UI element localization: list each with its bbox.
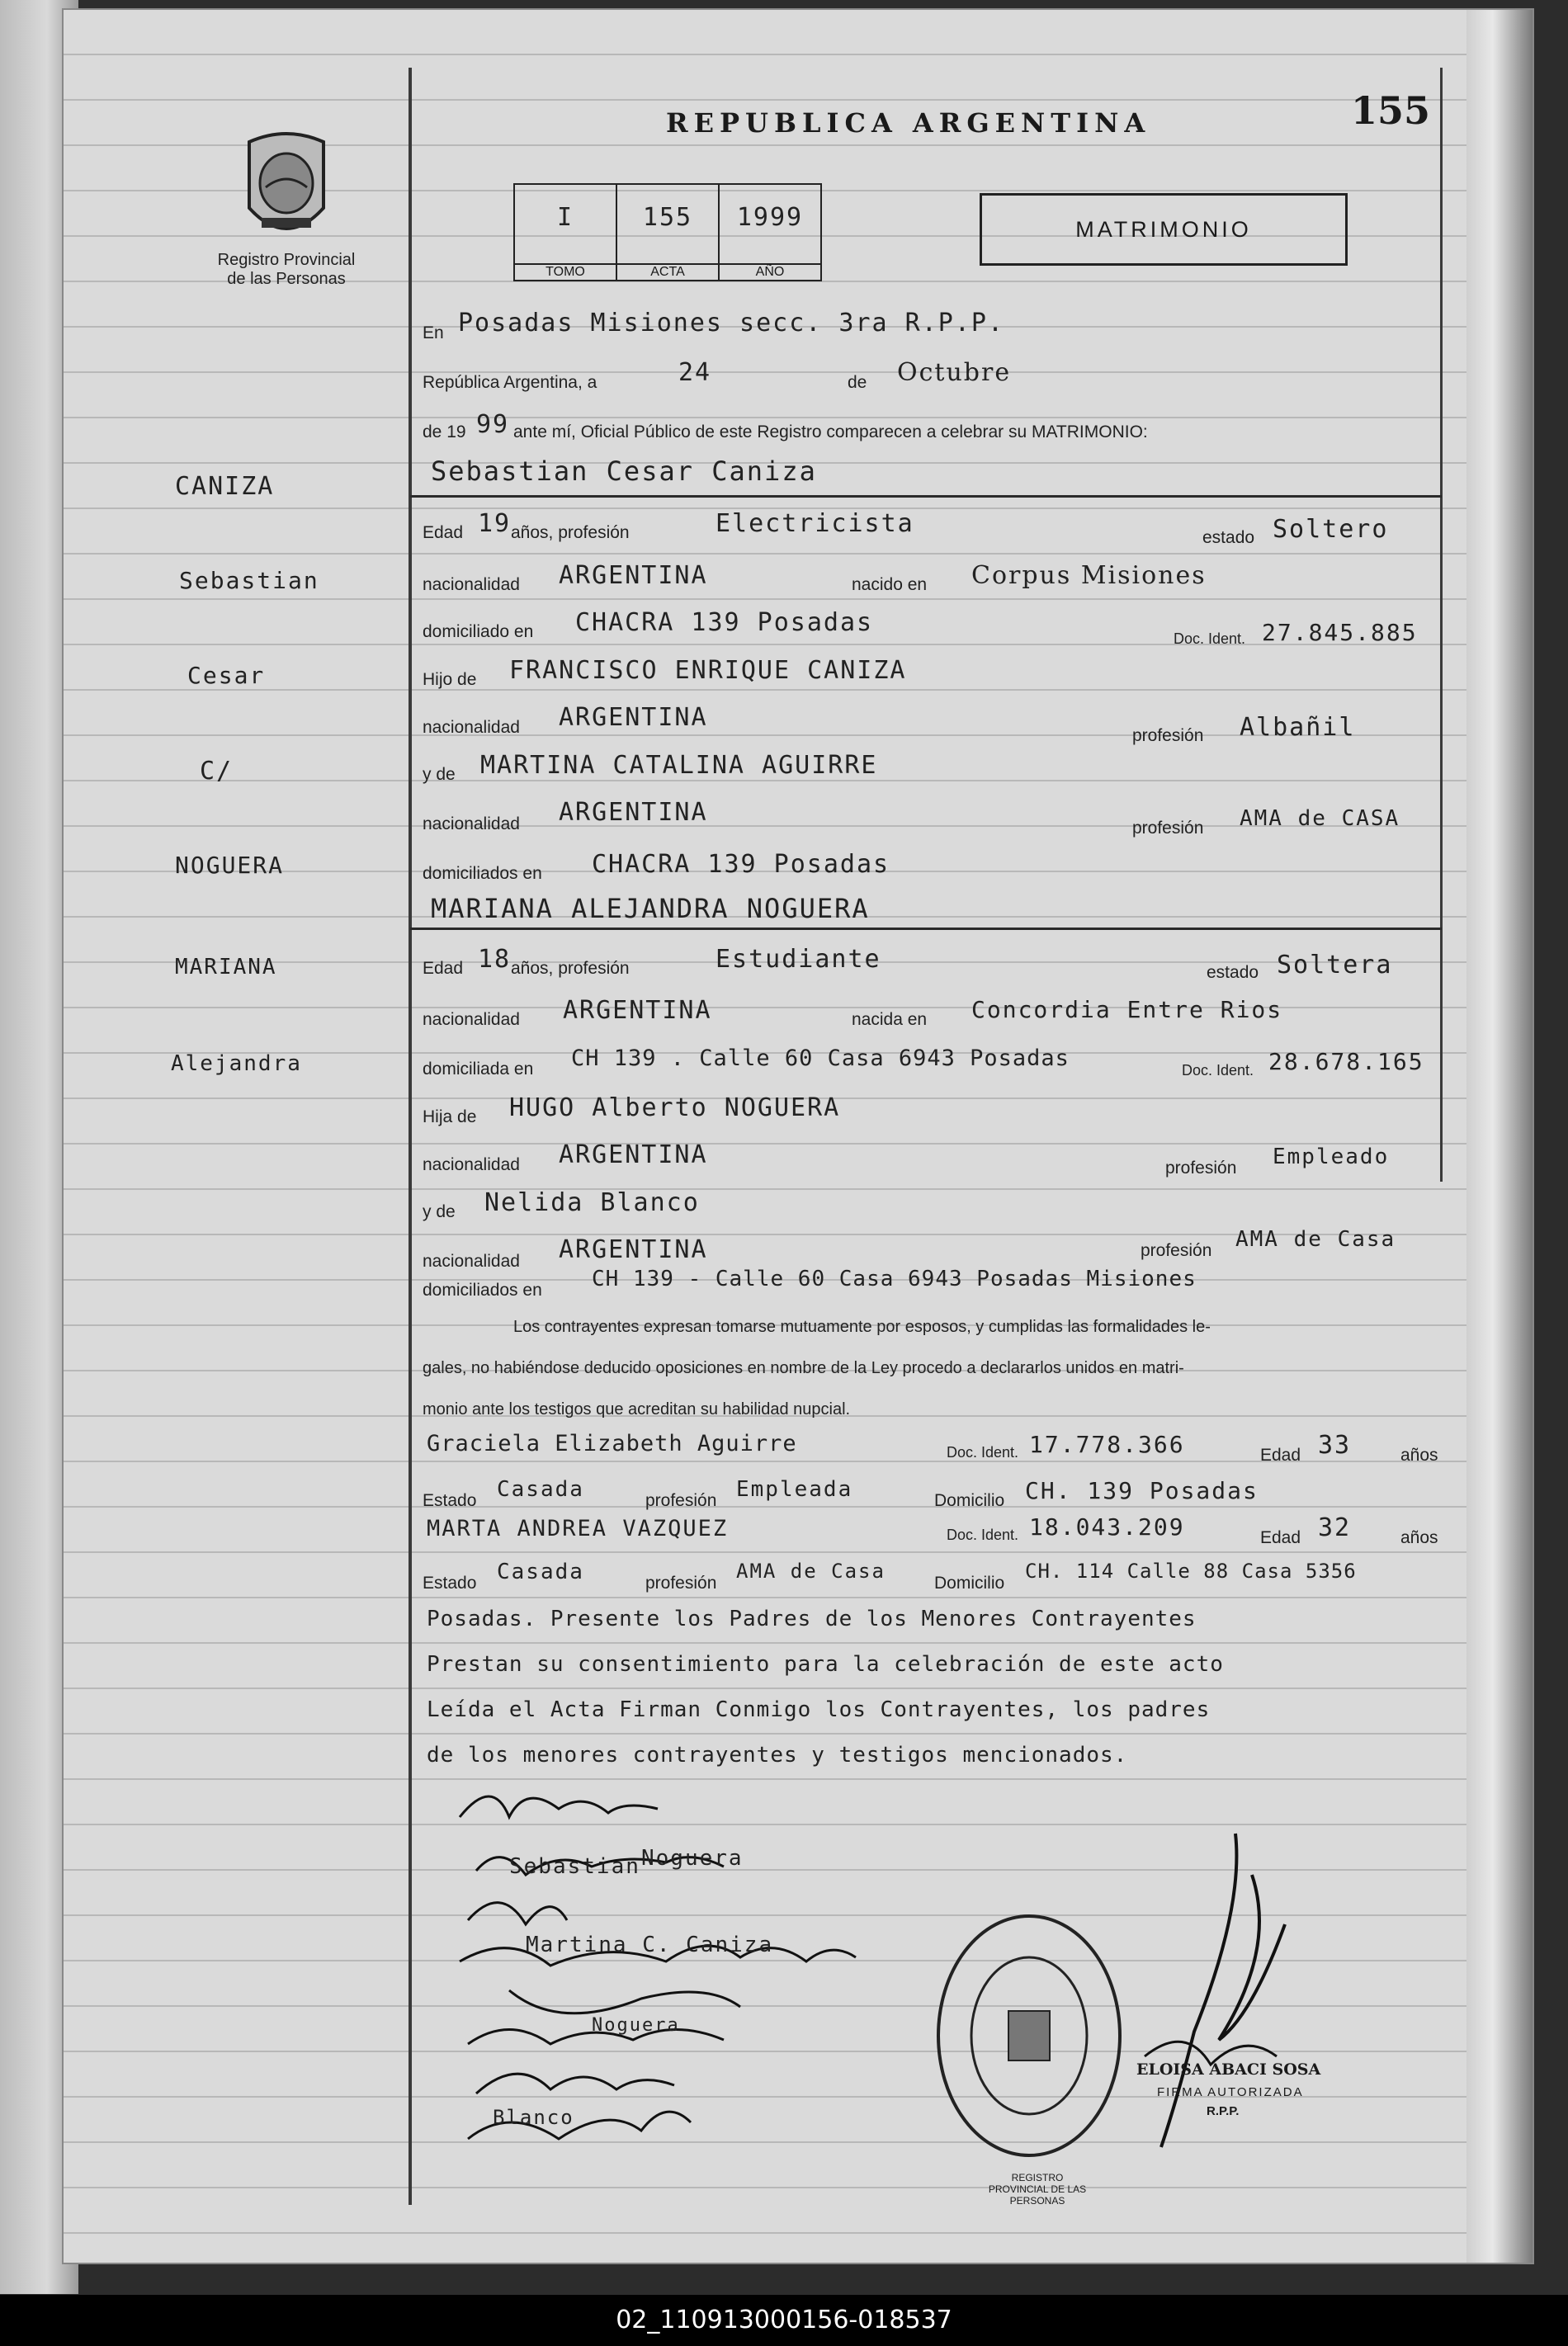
bride-mother-nat-label: nacionalidad [423, 1252, 520, 1271]
coat-of-arms-icon [233, 125, 340, 249]
remarks-line-1: Posadas. Presente los Padres de los Menores Contrayentes [427, 1607, 1197, 1631]
witness1-doc: 17.778.366 [1029, 1431, 1185, 1458]
groom-born-in: Corpus Misiones [971, 561, 1207, 590]
groom-domic-label: domiciliado en [423, 622, 534, 641]
page-number: 155 [1351, 88, 1431, 133]
bride-mother-prof-label: profesión [1141, 1241, 1212, 1260]
ano-value: 1999 [736, 203, 804, 232]
groom-mother: MARTINA CATALINA AGUIRRE [480, 751, 878, 780]
groom-father-nat-label: nacionalidad [423, 718, 520, 737]
witness2-doc: 18.043.209 [1029, 1513, 1185, 1541]
acta-value: 155 [642, 203, 693, 232]
remarks-line-4: de los menores contrayentes y testigos mencionados. [427, 1743, 1128, 1768]
bride-prof-label: años, profesión [511, 959, 630, 978]
bride-parents-address: CH 139 - Calle 60 Casa 6943 Posadas Misiones [592, 1267, 1197, 1291]
doc-type-box: MATRIMONIO [980, 193, 1348, 266]
witness1-prof-label: profesión [645, 1491, 717, 1510]
groom-profession: Electricista [716, 509, 914, 538]
groom-mother-prof-label: profesión [1132, 819, 1204, 838]
groom-edad-label: Edad [423, 523, 464, 542]
bride-doc-label: Doc. Ident. [1182, 1062, 1254, 1079]
bride-father: HUGO Alberto NOGUERA [509, 1093, 841, 1122]
witness2-name: MARTA ANDREA VAZQUEZ [427, 1516, 729, 1541]
bride-edad-label: Edad [423, 959, 464, 978]
bride-father-prof-label: profesión [1165, 1159, 1237, 1178]
declaration-line-3: monio ante los testigos que acreditan su habilidad nupcial. [423, 1400, 851, 1418]
de-label: de [848, 373, 867, 392]
bride-age: 18 [478, 945, 512, 974]
bride-estado: Soltera [1277, 951, 1393, 979]
margin-note: MARIANA [175, 955, 277, 979]
signatures-block [394, 1768, 955, 2164]
witness1-estado-label: Estado [423, 1491, 477, 1510]
margin-note: CANIZA [175, 472, 275, 501]
tomo-label: TOMO [515, 263, 616, 280]
groom-father: FRANCISCO ENRIQUE CANIZA [509, 656, 907, 685]
country-title: REPUBLICA ARGENTINA [666, 107, 1151, 139]
witness2-domicilio-label: Domicilio [934, 1574, 1005, 1593]
groom-father-prof-label: profesión [1132, 726, 1204, 745]
declaration-line-2: gales, no habiéndose deducido oposiciones en nombre de la Ley procedo a declararlos unidos en matri- [423, 1359, 1184, 1377]
margin-note: Cesar [187, 662, 266, 689]
acta-cell [617, 185, 720, 280]
groom-father-nat: ARGENTINA [559, 703, 708, 732]
groom-nac-label: nacionalidad [423, 575, 520, 594]
registry-name [183, 251, 390, 289]
witness1-name: Graciela Elizabeth Aguirre [427, 1431, 797, 1456]
remarks-line-3: Leída el Acta Firman Conmigo los Contrayentes, los padres [427, 1697, 1211, 1722]
stamp-ring-text: REGISTRO PROVINCIAL DE LAS PERSONAS [988, 2172, 1087, 2207]
ante-text: ante mí, Oficial Público de este Registro comparecen a celebrar su MATRIMONIO: [513, 422, 1148, 441]
groom-parents-domic-label: domiciliados en [423, 864, 542, 883]
groom-name: Sebastian Cesar Caniza [431, 456, 817, 487]
witness2-edad-label: Edad [1260, 1528, 1301, 1547]
remarks-line-2: Prestan su consentimiento para la celebración de este acto [427, 1652, 1224, 1677]
signature-text-1: Sebastian [509, 1854, 640, 1879]
groom-nationality: ARGENTINA [559, 561, 708, 590]
witness2-estado-label: Estado [423, 1574, 477, 1593]
bride-rule [410, 928, 1442, 930]
bride-estado-label: estado [1207, 963, 1259, 982]
witness1-estado: Casada [497, 1477, 584, 1502]
bride-name: MARIANA ALEJANDRA NOGUERA [431, 893, 870, 924]
register-page [62, 8, 1534, 2264]
groom-rule [410, 495, 1442, 498]
witness1-address: CH. 139 Posadas [1025, 1477, 1259, 1504]
margin-note: C/ [200, 757, 234, 786]
margin-note: Sebastian [179, 567, 319, 594]
registry-stamp-icon [930, 1908, 1128, 2164]
ano-label: AÑO [720, 263, 820, 280]
bride-born-in: Concordia Entre Rios [971, 996, 1283, 1023]
year-suffix: 99 [476, 410, 510, 439]
groom-estado-label: estado [1202, 528, 1255, 547]
image-caption: 02_110913000156-018537 [0, 2295, 1568, 2346]
witness2-estado: Casada [497, 1560, 584, 1584]
bride-nac-label: nacionalidad [423, 1010, 520, 1029]
bride-mother-prof: AMA de Casa [1235, 1227, 1396, 1252]
witness2-age: 32 [1318, 1513, 1352, 1542]
witness1-profession: Empleada [736, 1477, 853, 1502]
bride-mother: Nelida Blanco [484, 1188, 700, 1217]
witness2-prof-label: profesión [645, 1574, 717, 1593]
bride-nationality: ARGENTINA [563, 996, 712, 1025]
official-signature-icon [1112, 1825, 1326, 2172]
witness1-domicilio-label: Domicilio [934, 1491, 1005, 1510]
signature-text-4: Noguera [592, 2015, 680, 2036]
witness1-anos-label: años [1400, 1446, 1438, 1465]
witness1-age: 33 [1318, 1431, 1352, 1460]
witness1-doc-label: Doc. Ident. [947, 1444, 1019, 1461]
tomo-cell [515, 185, 617, 280]
witness1-edad-label: Edad [1260, 1446, 1301, 1465]
signature-text-5: Blanco [493, 2106, 574, 2129]
record-id-box [513, 183, 822, 281]
ano-cell [720, 185, 820, 280]
official-office: R.P.P. [1207, 2104, 1240, 2118]
groom-address: CHACRA 139 Posadas [575, 608, 874, 637]
groom-age: 19 [478, 509, 512, 538]
official-role: FIRMA AUTORIZADA [1157, 2085, 1304, 2099]
signature-text-3: Martina C. Caniza [526, 1933, 774, 1957]
bride-father-prof: Empleado [1273, 1145, 1390, 1169]
bride-doc: 28.678.165 [1268, 1048, 1424, 1075]
bride-father-nat: ARGENTINA [559, 1140, 708, 1169]
bride-yde-label: y de [423, 1202, 456, 1221]
groom-mother-prof: AMA de CASA [1240, 806, 1400, 831]
groom-estado: Soltero [1273, 515, 1389, 544]
signature-text-2: Noguera [641, 1846, 744, 1871]
groom-mother-nat: ARGENTINA [559, 798, 708, 827]
right-rule [1440, 68, 1443, 1182]
bride-address: CH 139 . Calle 60 Casa 6943 Posadas [571, 1046, 1070, 1071]
groom-father-prof: Albañil [1240, 713, 1356, 742]
groom-mother-nat-label: nacionalidad [423, 814, 520, 833]
margin-note: Alejandra [171, 1051, 302, 1076]
bride-mother-nat: ARGENTINA [559, 1235, 708, 1264]
bride-father-nat-label: nacionalidad [423, 1155, 520, 1174]
groom-hijo-label: Hijo de [423, 670, 477, 689]
groom-nacido-label: nacido en [852, 575, 928, 594]
official-name: ELOISA ABACI SOSA [1136, 2060, 1321, 2079]
witness2-address: CH. 114 Calle 88 Casa 5356 [1025, 1560, 1357, 1583]
bride-domic-label: domiciliada en [423, 1060, 534, 1079]
witness2-doc-label: Doc. Ident. [947, 1527, 1019, 1543]
rep-label: República Argentina, a [423, 373, 597, 392]
groom-doc-label: Doc. Ident. [1174, 630, 1246, 647]
registry-line-1: Registro Provincial [217, 251, 356, 269]
margin-note: NOGUERA [175, 852, 285, 879]
place-of-record: Posadas Misiones secc. 3ra R.P.P. [458, 309, 1005, 338]
page-edge [1466, 10, 1533, 2263]
year-prefix: de 19 [423, 422, 466, 441]
acta-label: ACTA [617, 263, 718, 280]
tomo-value: I [556, 203, 574, 232]
bride-hija-label: Hija de [423, 1107, 477, 1126]
groom-doc: 27.845.885 [1262, 619, 1418, 646]
month-value: Octubre [897, 358, 1012, 387]
bride-nacida-label: nacida en [852, 1010, 928, 1029]
groom-yde-label: y de [423, 765, 456, 784]
declaration-line-1: Los contrayentes expresan tomarse mutuamente por esposos, y cumplidas las formalidades le- [513, 1318, 1211, 1336]
witness2-anos-label: años [1400, 1528, 1438, 1547]
registry-line-2: de las Personas [227, 270, 346, 288]
en-label: En [423, 323, 444, 342]
day-value: 24 [678, 358, 712, 387]
witness2-profession: AMA de Casa [736, 1560, 886, 1583]
bride-parents-domic-label: domiciliados en [423, 1281, 542, 1300]
groom-parents-address: CHACRA 139 Posadas [592, 850, 890, 879]
bride-profession: Estudiante [716, 945, 881, 974]
groom-prof-label: años, profesión [511, 523, 630, 542]
